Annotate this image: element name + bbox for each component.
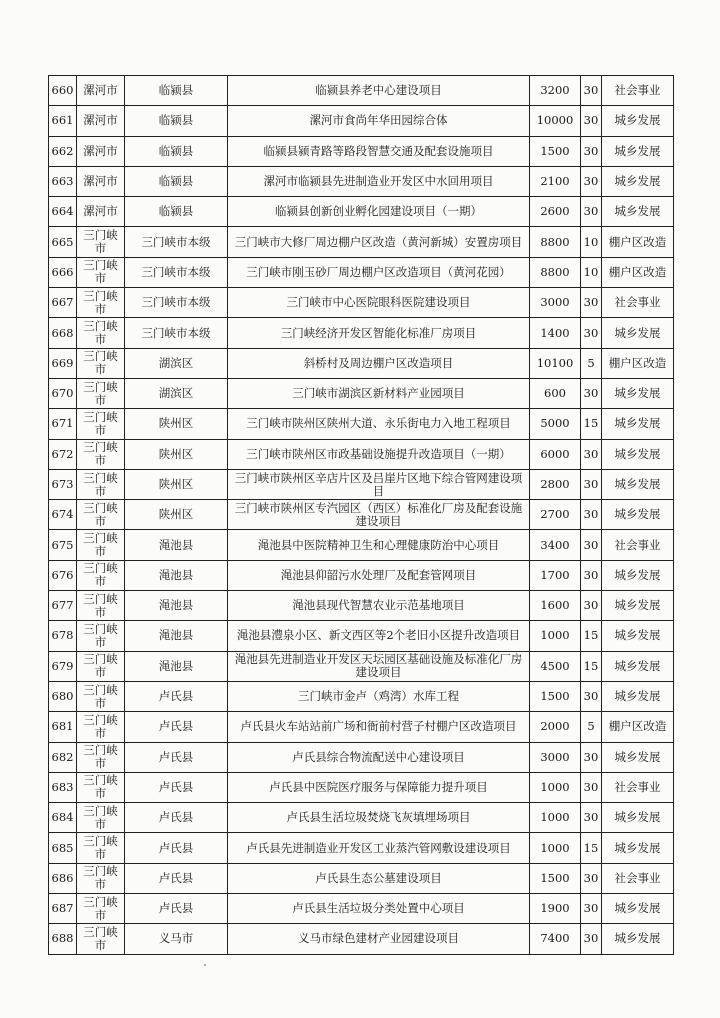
project-name-cell: 三门峡市陕州区专汽园区（西区）标准化厂房及配套设施建设项目	[228, 500, 530, 530]
category-cell: 城乡发展	[602, 742, 674, 772]
term-years-cell: 30	[581, 136, 602, 166]
table-row	[49, 591, 674, 621]
investment-cell: 2600	[530, 197, 581, 227]
county-cell: 湖滨区	[125, 378, 228, 408]
term-years-cell: 30	[581, 560, 602, 590]
project-name-cell: 卢氏县先进制造业开发区工业蒸汽管网敷设建设项目	[228, 833, 530, 863]
row-number-cell: 674	[49, 500, 77, 530]
project-name-cell: 临颍县颍青路等路段智慧交通及配套设施项目	[228, 136, 530, 166]
county-cell: 渑池县	[125, 621, 228, 651]
term-years-cell: 30	[581, 197, 602, 227]
city-cell: 漯河市	[77, 197, 125, 227]
county-cell: 陕州区	[125, 409, 228, 439]
row-number-cell: 667	[49, 288, 77, 318]
term-years-cell: 15	[581, 621, 602, 651]
county-cell: 湖滨区	[125, 348, 228, 378]
project-name-cell: 三门峡市刚玉砂厂周边棚户区改造项目（黄河花园）	[228, 257, 530, 287]
investment-cell: 1900	[530, 894, 581, 924]
investment-cell: 2800	[530, 469, 581, 499]
county-cell: 三门峡市本级	[125, 288, 228, 318]
term-years-cell: 30	[581, 378, 602, 408]
table-row	[49, 894, 674, 924]
term-years-cell: 30	[581, 894, 602, 924]
row-number-cell: 681	[49, 712, 77, 742]
county-cell: 卢氏县	[125, 894, 228, 924]
category-cell: 城乡发展	[602, 621, 674, 651]
table-row	[49, 227, 674, 257]
city-cell: 三门峡市	[77, 894, 125, 924]
table-row	[49, 651, 674, 681]
term-years-cell: 30	[581, 742, 602, 772]
project-name-cell: 漯河市食尚年华田园综合体	[228, 106, 530, 136]
term-years-cell: 10	[581, 227, 602, 257]
category-cell: 城乡发展	[602, 651, 674, 681]
city-cell: 漯河市	[77, 136, 125, 166]
county-cell: 卢氏县	[125, 833, 228, 863]
project-name-cell: 三门峡市大修厂周边棚户区改造（黄河新城）安置房项目	[228, 227, 530, 257]
city-cell: 三门峡市	[77, 772, 125, 802]
term-years-cell: 30	[581, 318, 602, 348]
term-years-cell: 30	[581, 772, 602, 802]
investment-cell: 2700	[530, 500, 581, 530]
row-number-cell: 688	[49, 924, 77, 954]
investment-cell: 3000	[530, 742, 581, 772]
city-cell: 三门峡市	[77, 621, 125, 651]
project-name-cell: 卢氏县生态公墓建设项目	[228, 863, 530, 893]
table-row	[49, 409, 674, 439]
county-cell: 三门峡市本级	[125, 227, 228, 257]
row-number-cell: 670	[49, 378, 77, 408]
city-cell: 三门峡市	[77, 560, 125, 590]
project-name-cell: 漯河市临颍县先进制造业开发区中水回用项目	[228, 166, 530, 196]
category-cell: 城乡发展	[602, 439, 674, 469]
county-cell: 临颍县	[125, 136, 228, 166]
category-cell: 城乡发展	[602, 560, 674, 590]
term-years-cell: 30	[581, 530, 602, 560]
project-name-cell: 卢氏县火车站站前广场和衙前村营子村棚户区改造项目	[228, 712, 530, 742]
investment-cell: 600	[530, 378, 581, 408]
row-number-cell: 660	[49, 76, 77, 106]
table-row	[49, 76, 674, 106]
investment-cell: 1000	[530, 803, 581, 833]
category-cell: 城乡发展	[602, 894, 674, 924]
table-row	[49, 469, 674, 499]
project-name-cell: 三门峡市陕州区市政基础设施提升改造项目（一期）	[228, 439, 530, 469]
county-cell: 义马市	[125, 924, 228, 954]
project-name-cell: 渑池县中医院精神卫生和心理健康防治中心项目	[228, 530, 530, 560]
investment-cell: 3200	[530, 76, 581, 106]
city-cell: 三门峡市	[77, 318, 125, 348]
city-cell: 三门峡市	[77, 227, 125, 257]
investment-cell: 10000	[530, 106, 581, 136]
city-cell: 三门峡市	[77, 924, 125, 954]
term-years-cell: 15	[581, 409, 602, 439]
scan-speck	[204, 964, 206, 966]
investment-cell: 1000	[530, 772, 581, 802]
city-cell: 三门峡市	[77, 257, 125, 287]
category-cell: 社会事业	[602, 76, 674, 106]
city-cell: 三门峡市	[77, 833, 125, 863]
city-cell: 三门峡市	[77, 409, 125, 439]
category-cell: 社会事业	[602, 863, 674, 893]
city-cell: 三门峡市	[77, 742, 125, 772]
row-number-cell: 661	[49, 106, 77, 136]
table-row	[49, 318, 674, 348]
investment-cell: 5000	[530, 409, 581, 439]
investment-cell: 1400	[530, 318, 581, 348]
county-cell: 临颍县	[125, 106, 228, 136]
investment-cell: 1000	[530, 833, 581, 863]
project-name-cell: 三门峡市中心医院眼科医院建设项目	[228, 288, 530, 318]
row-number-cell: 683	[49, 772, 77, 802]
category-cell: 社会事业	[602, 772, 674, 802]
category-cell: 城乡发展	[602, 106, 674, 136]
term-years-cell: 30	[581, 863, 602, 893]
project-name-cell: 三门峡市陕州区辛店片区及吕崖片区地下综合管网建设项目	[228, 469, 530, 499]
table-row	[49, 136, 674, 166]
city-cell: 三门峡市	[77, 469, 125, 499]
table-row	[49, 530, 674, 560]
category-cell: 社会事业	[602, 530, 674, 560]
project-name-cell: 卢氏县综合物流配送中心建设项目	[228, 742, 530, 772]
investment-cell: 2100	[530, 166, 581, 196]
row-number-cell: 673	[49, 469, 77, 499]
term-years-cell: 30	[581, 439, 602, 469]
term-years-cell: 5	[581, 712, 602, 742]
city-cell: 三门峡市	[77, 681, 125, 711]
county-cell: 三门峡市本级	[125, 318, 228, 348]
category-cell: 棚户区改造	[602, 227, 674, 257]
table-row	[49, 621, 674, 651]
category-cell: 棚户区改造	[602, 712, 674, 742]
term-years-cell: 15	[581, 833, 602, 863]
category-cell: 城乡发展	[602, 136, 674, 166]
county-cell: 渑池县	[125, 560, 228, 590]
category-cell: 城乡发展	[602, 469, 674, 499]
table-row	[49, 106, 674, 136]
county-cell: 渑池县	[125, 591, 228, 621]
investment-cell: 10100	[530, 348, 581, 378]
city-cell: 三门峡市	[77, 863, 125, 893]
project-name-cell: 渑池县先进制造业开发区天坛园区基础设施及标准化厂房建设项目	[228, 651, 530, 681]
term-years-cell: 30	[581, 924, 602, 954]
term-years-cell: 30	[581, 681, 602, 711]
county-cell: 陕州区	[125, 469, 228, 499]
row-number-cell: 666	[49, 257, 77, 287]
table-row	[49, 378, 674, 408]
row-number-cell: 680	[49, 681, 77, 711]
table-row	[49, 166, 674, 196]
investment-cell: 1500	[530, 136, 581, 166]
county-cell: 卢氏县	[125, 772, 228, 802]
project-name-cell: 三门峡市陕州区陕州大道、永乐街电力入地工程项目	[228, 409, 530, 439]
city-cell: 三门峡市	[77, 439, 125, 469]
row-number-cell: 676	[49, 560, 77, 590]
term-years-cell: 15	[581, 651, 602, 681]
row-number-cell: 665	[49, 227, 77, 257]
row-number-cell: 684	[49, 803, 77, 833]
table-row	[49, 712, 674, 742]
category-cell: 棚户区改造	[602, 348, 674, 378]
row-number-cell: 664	[49, 197, 77, 227]
project-name-cell: 渑池县仰韶污水处理厂及配套管网项目	[228, 560, 530, 590]
table-row	[49, 863, 674, 893]
table-row	[49, 772, 674, 802]
investment-cell: 2000	[530, 712, 581, 742]
category-cell: 城乡发展	[602, 166, 674, 196]
row-number-cell: 662	[49, 136, 77, 166]
county-cell: 三门峡市本级	[125, 257, 228, 287]
category-cell: 城乡发展	[602, 378, 674, 408]
city-cell: 三门峡市	[77, 651, 125, 681]
term-years-cell: 30	[581, 500, 602, 530]
county-cell: 临颍县	[125, 197, 228, 227]
row-number-cell: 671	[49, 409, 77, 439]
project-name-cell: 临颍县创新创业孵化园建设项目（一期）	[228, 197, 530, 227]
city-cell: 三门峡市	[77, 288, 125, 318]
county-cell: 卢氏县	[125, 742, 228, 772]
project-table	[48, 75, 674, 955]
table-row	[49, 348, 674, 378]
investment-cell: 3000	[530, 288, 581, 318]
category-cell: 城乡发展	[602, 681, 674, 711]
project-name-cell: 三门峡市金卢（鸡湾）水库工程	[228, 681, 530, 711]
project-name-cell: 斜桥村及周边棚户区改造项目	[228, 348, 530, 378]
row-number-cell: 678	[49, 621, 77, 651]
city-cell: 漯河市	[77, 106, 125, 136]
project-name-cell: 义马市绿色建材产业园建设项目	[228, 924, 530, 954]
term-years-cell: 30	[581, 76, 602, 106]
county-cell: 渑池县	[125, 651, 228, 681]
row-number-cell: 668	[49, 318, 77, 348]
category-cell: 社会事业	[602, 288, 674, 318]
county-cell: 卢氏县	[125, 863, 228, 893]
city-cell: 三门峡市	[77, 803, 125, 833]
row-number-cell: 685	[49, 833, 77, 863]
row-number-cell: 682	[49, 742, 77, 772]
table-row	[49, 197, 674, 227]
row-number-cell: 675	[49, 530, 77, 560]
term-years-cell: 30	[581, 166, 602, 196]
project-name-cell: 卢氏县生活垃圾分类处置中心项目	[228, 894, 530, 924]
table-row	[49, 681, 674, 711]
city-cell: 三门峡市	[77, 530, 125, 560]
category-cell: 城乡发展	[602, 500, 674, 530]
investment-cell: 7400	[530, 924, 581, 954]
project-name-cell: 三门峡市湖滨区新材料产业园项目	[228, 378, 530, 408]
category-cell: 城乡发展	[602, 197, 674, 227]
table-row	[49, 288, 674, 318]
row-number-cell: 677	[49, 591, 77, 621]
table-row	[49, 742, 674, 772]
row-number-cell: 663	[49, 166, 77, 196]
investment-cell: 1500	[530, 681, 581, 711]
city-cell: 漯河市	[77, 166, 125, 196]
county-cell: 陕州区	[125, 439, 228, 469]
county-cell: 卢氏县	[125, 803, 228, 833]
row-number-cell: 687	[49, 894, 77, 924]
investment-cell: 1700	[530, 560, 581, 590]
term-years-cell: 30	[581, 106, 602, 136]
county-cell: 陕州区	[125, 500, 228, 530]
term-years-cell: 5	[581, 348, 602, 378]
project-name-cell: 三门峡经济开发区智能化标准厂房项目	[228, 318, 530, 348]
category-cell: 城乡发展	[602, 833, 674, 863]
project-name-cell: 卢氏县生活垃圾焚烧飞灰填埋场项目	[228, 803, 530, 833]
investment-cell: 8800	[530, 257, 581, 287]
county-cell: 渑池县	[125, 530, 228, 560]
investment-cell: 8800	[530, 227, 581, 257]
investment-cell: 1000	[530, 621, 581, 651]
investment-cell: 4500	[530, 651, 581, 681]
county-cell: 卢氏县	[125, 681, 228, 711]
term-years-cell: 30	[581, 469, 602, 499]
row-number-cell: 679	[49, 651, 77, 681]
investment-cell: 1600	[530, 591, 581, 621]
county-cell: 临颍县	[125, 76, 228, 106]
row-number-cell: 672	[49, 439, 77, 469]
table-row	[49, 803, 674, 833]
row-number-cell: 669	[49, 348, 77, 378]
county-cell: 卢氏县	[125, 712, 228, 742]
project-name-cell: 渑池县澧泉小区、新文西区等2个老旧小区提升改造项目	[228, 621, 530, 651]
row-number-cell: 686	[49, 863, 77, 893]
category-cell: 棚户区改造	[602, 257, 674, 287]
table-row	[49, 924, 674, 954]
term-years-cell: 30	[581, 288, 602, 318]
category-cell: 城乡发展	[602, 318, 674, 348]
category-cell: 城乡发展	[602, 924, 674, 954]
city-cell: 三门峡市	[77, 378, 125, 408]
category-cell: 城乡发展	[602, 409, 674, 439]
project-name-cell: 卢氏县中医院医疗服务与保障能力提升项目	[228, 772, 530, 802]
investment-cell: 1500	[530, 863, 581, 893]
table-row	[49, 257, 674, 287]
investment-cell: 3400	[530, 530, 581, 560]
city-cell: 三门峡市	[77, 591, 125, 621]
table-row	[49, 560, 674, 590]
city-cell: 三门峡市	[77, 500, 125, 530]
city-cell: 三门峡市	[77, 348, 125, 378]
project-name-cell: 渑池县现代智慧农业示范基地项目	[228, 591, 530, 621]
table-row	[49, 833, 674, 863]
county-cell: 临颍县	[125, 166, 228, 196]
table-body	[49, 76, 674, 955]
project-name-cell: 临颍县养老中心建设项目	[228, 76, 530, 106]
term-years-cell: 30	[581, 591, 602, 621]
term-years-cell: 10	[581, 257, 602, 287]
investment-cell: 6000	[530, 439, 581, 469]
table-row	[49, 500, 674, 530]
category-cell: 城乡发展	[602, 803, 674, 833]
city-cell: 三门峡市	[77, 712, 125, 742]
city-cell: 漯河市	[77, 76, 125, 106]
table-row	[49, 439, 674, 469]
category-cell: 城乡发展	[602, 591, 674, 621]
term-years-cell: 30	[581, 803, 602, 833]
